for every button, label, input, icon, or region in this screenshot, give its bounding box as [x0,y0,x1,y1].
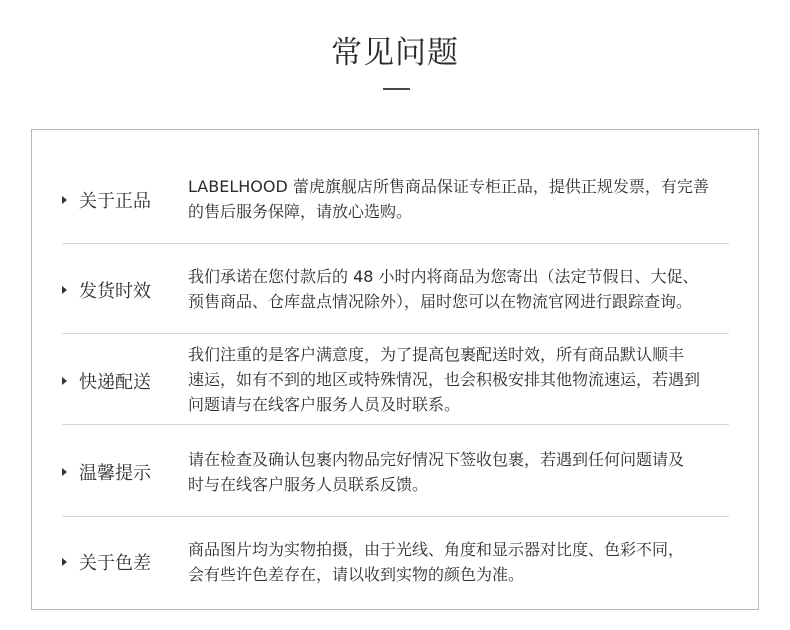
faq-answer-tips [188,447,753,497]
faq-answer-line: 我们承诺在您付款后的 48 小时内将商品为您寄出（法定节假日、大促、 [188,267,699,286]
faq-answer-shipping-time [188,264,753,314]
faq-divider [62,516,729,517]
faq-divider [62,333,729,334]
faq-divider [62,424,729,425]
faq-answer-delivery [188,342,753,417]
triangle-right-icon [62,377,67,385]
faq-label-text: 发货时效 [79,281,151,302]
faq-label-color-difference[interactable] [62,550,151,574]
faq-label-authenticity[interactable] [62,188,151,212]
faq-answer-line: 的售后服务保障，请放心选购。 [188,202,413,221]
faq-answer-line: 时与在线客户服务人员联系反馈。 [188,475,429,494]
faq-label-text: 温馨提示 [79,463,151,484]
faq-answer-line: 我们注重的是客户满意度，为了提高包裹配送时效，所有商品默认顺丰 [188,345,685,364]
faq-answer-color-difference [188,537,753,587]
title-underline [383,88,410,90]
faq-answer-line: LABELHOOD 蕾虎旗舰店所售商品保证专柜正品，提供正规发票，有完善 [188,177,709,196]
faq-answer-line: 商品图片均为实物拍摄，由于光线、角度和显示器对比度、色彩不同， [188,540,685,559]
faq-label-delivery[interactable] [62,369,151,393]
faq-label-text: 关于正品 [79,191,151,212]
faq-answer-line: 会有些许色差存在，请以收到实物的颜色为准。 [188,565,525,584]
faq-answer-line: 预售商品、仓库盘点情况除外），届时您可以在物流官网进行跟踪查询。 [188,292,693,311]
page-title: 常见问题 [331,35,459,71]
faq-label-tips[interactable] [62,460,151,484]
triangle-right-icon [62,196,67,204]
faq-label-text: 关于色差 [79,553,151,574]
faq-label-shipping-time[interactable] [62,278,151,302]
triangle-right-icon [62,286,67,294]
triangle-right-icon [62,468,67,476]
faq-answer-line: 请在检查及确认包裹内物品完好情况下签收包裹，若遇到任何问题请及 [188,450,685,469]
faq-answer-line: 速运，如有不到的地区或特殊情况，也会积极安排其他物流速运，若遇到 [188,370,701,389]
triangle-right-icon [62,558,67,566]
faq-divider [62,243,729,244]
faq-answer-authenticity [188,174,753,224]
faq-answer-line: 问题请与在线客户服务人员及时联系。 [188,395,461,414]
faq-label-text: 快递配送 [79,372,151,393]
